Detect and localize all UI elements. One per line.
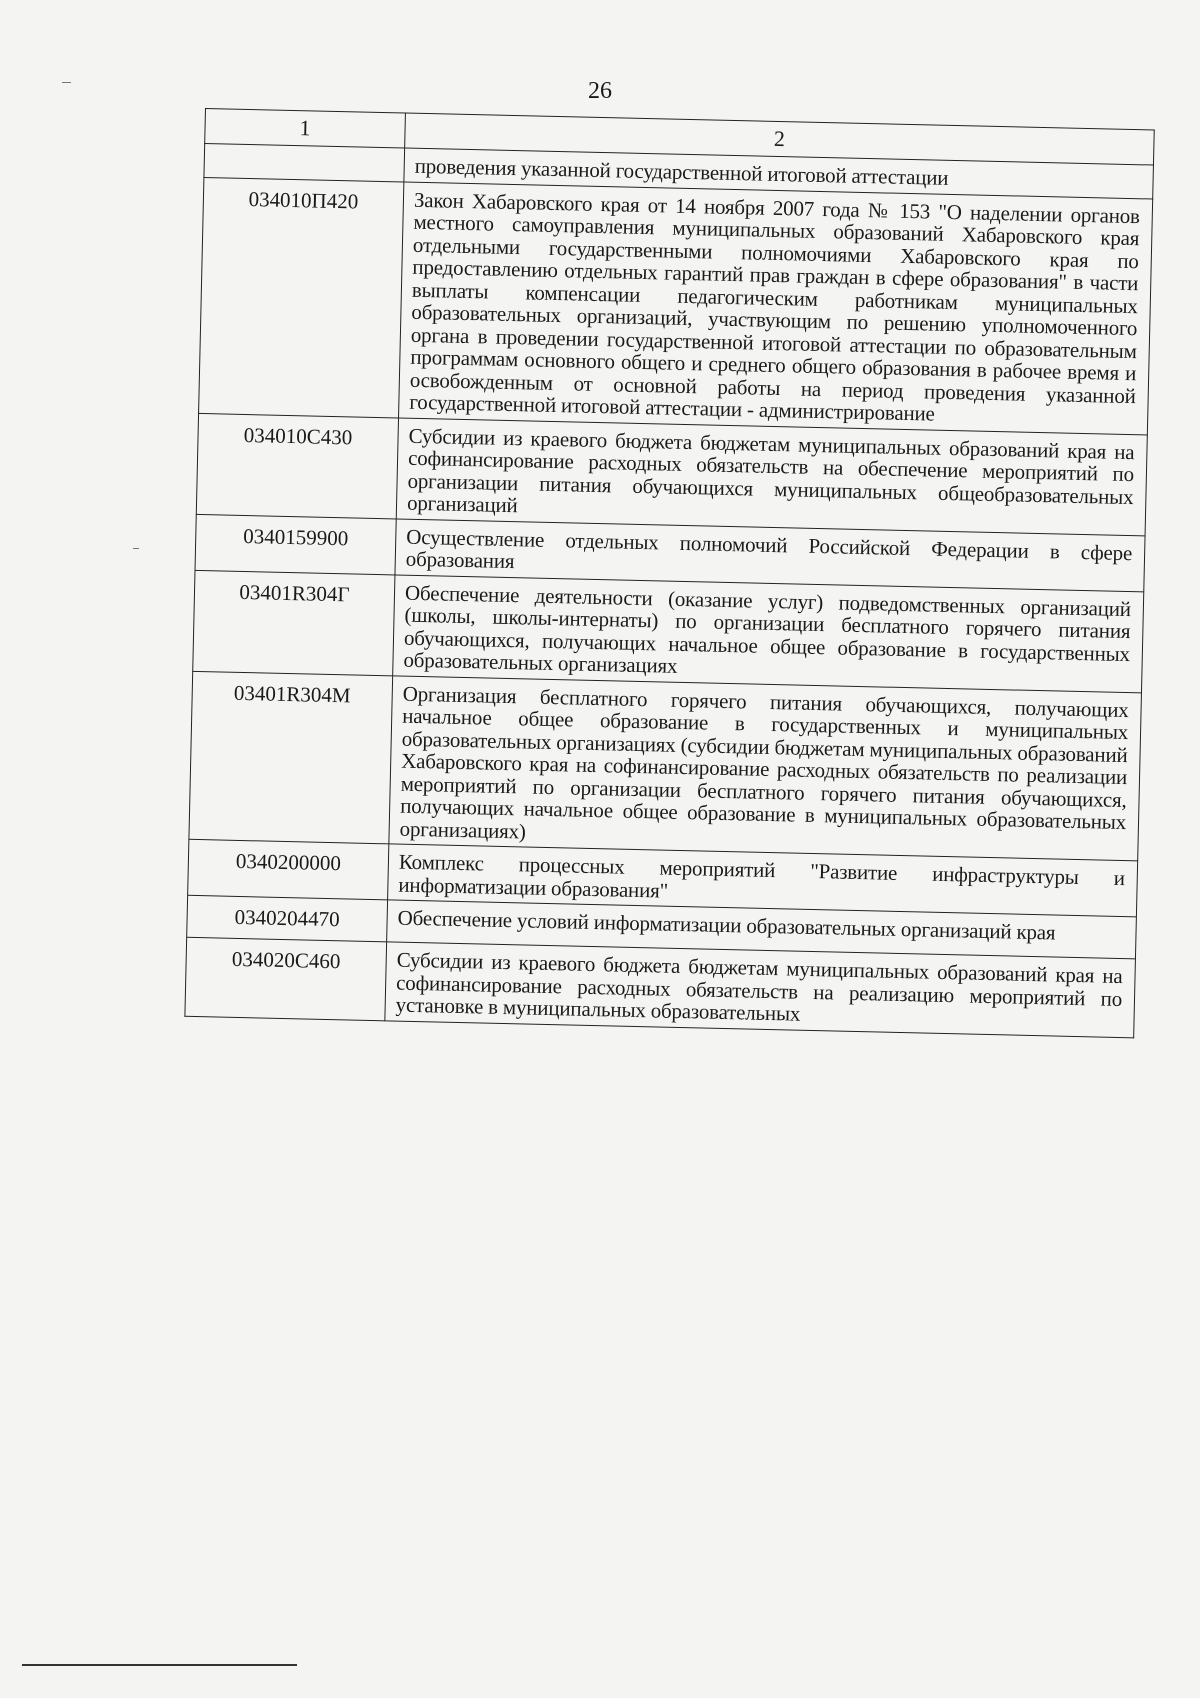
description-cell: Субсидии из краевого бюджета бюджетам муниципальных образований края на софинансирование расходных обязательств на обеспечение мероприятий по организации питания обучающихся муниципальных общеобразовательных организаций (396, 417, 1147, 535)
code-cell: 0340200000 (188, 839, 389, 900)
code-cell: 03401R304М (189, 671, 393, 844)
footnote-separator (22, 1664, 297, 1666)
code-cell: 03401R304Г (193, 570, 395, 676)
column-header-description: 2 (405, 113, 1155, 165)
description-cell: Обеспечение деятельности (оказание услуг) подведомственных организаций (школы, школы-интернаты) по организации бесплатного горячего питания обучающихся, получающих начальное общее образование в государственных образовательных организациях (393, 574, 1144, 692)
scan-mark (62, 82, 71, 83)
page-number: 26 (588, 78, 612, 104)
description-cell: Обеспечение условий информатизации образовательных организаций края (387, 900, 1137, 959)
table-row (189, 671, 1142, 861)
description-cell: Осуществление отдельных полномочий Российской Федерации в сфере образования (395, 518, 1145, 591)
scan-mark (133, 548, 139, 549)
table-row (199, 177, 1153, 434)
description-cell: проведения указанной государственной итоговой аттестации (404, 148, 1154, 198)
column-header-code: 1 (205, 109, 406, 149)
code-cell: 034010С430 (196, 413, 398, 519)
description-cell: Комплекс процессных мероприятий "Развитие инфраструктуры и информатизации образования" (388, 844, 1138, 917)
description-cell: Субсидии из краевого бюджета бюджетам муниципальных образований края на софинансирование расходных обязательств на реализацию мероприятий по установке в муниципальных образовательных (385, 942, 1136, 1037)
code-cell (204, 144, 405, 182)
description-cell: Закон Хабаровского края от 14 ноября 2007 года № 153 "О наделении органов местного самоуправления муниципальных образований Хабаровского края отдельными государственными полномочиями Хабаровского края по предоставлению отдельных гарантий прав граждан в сфере образования" в части выплаты компенсации педагогическим работникам муниципальных образовательных организаций, участвующим по решению уполномоченного органа в проведении государственной итоговой аттестации по образовательным программам основного общего и среднего общего образования в рабочее время и освобожденным от основной работы на период проведения указанной государственной итоговой аттестации - администрирование (399, 182, 1153, 435)
code-cell: 0340204470 (187, 895, 388, 942)
code-cell: 0340159900 (195, 514, 396, 575)
budget-classification-table (184, 108, 1154, 1038)
code-cell: 034020С460 (185, 937, 387, 1020)
code-cell: 034010П420 (199, 177, 404, 417)
description-cell: Организация бесплатного горячего питания обучающихся, получающих начальное общее образование в государственных и муниципальных образовательных организациях (субсидии бюджетам муниципальных образований Хабаровского края на софинансирование расходных обязательств по реализации мероприятий по организации бесплатного горячего питания обучающихся, получающих начальное общее образование в муниципальных образовательных организациях) (389, 675, 1142, 860)
